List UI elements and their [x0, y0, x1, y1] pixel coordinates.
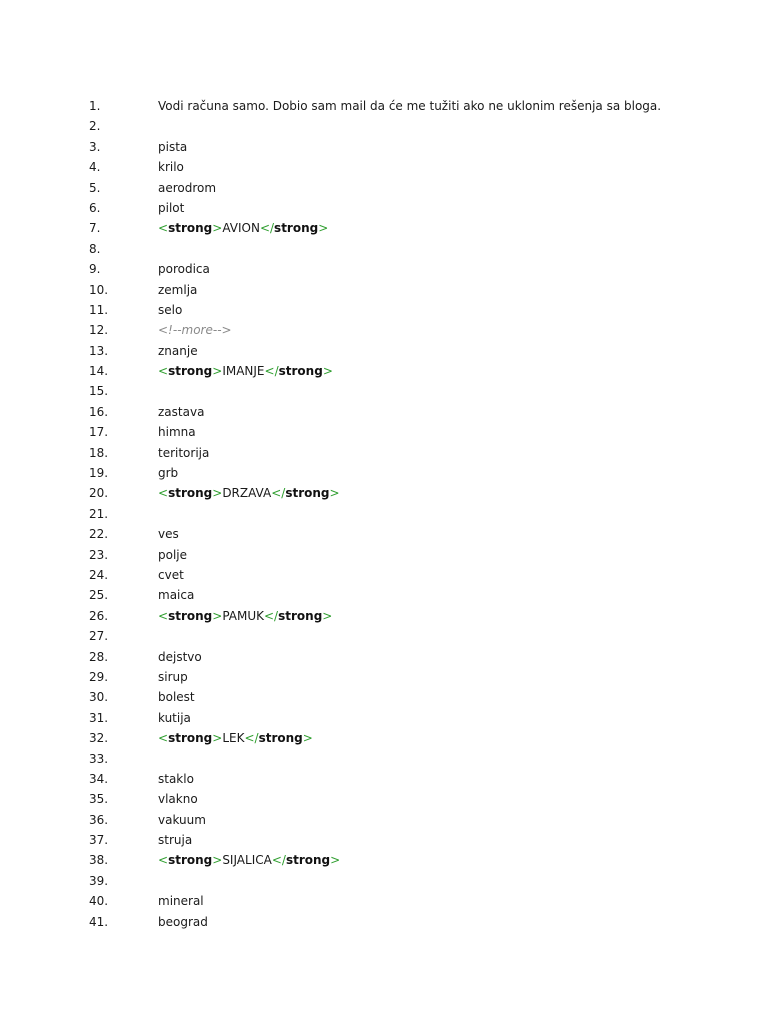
tag-bracket-open: <	[158, 364, 169, 379]
line-text: ves	[158, 527, 179, 542]
strong-word: DRZAVA	[222, 486, 272, 501]
line-number: 12.	[89, 323, 109, 338]
line-text: pista	[158, 139, 188, 154]
code-line	[0, 749, 768, 769]
code-line	[0, 667, 768, 687]
line-number: 31.	[89, 710, 109, 725]
line-text: beograd	[158, 914, 208, 929]
line-text: sirup	[158, 669, 188, 684]
tag-bracket-open: </	[264, 608, 279, 623]
line-text: aerodrom	[158, 180, 217, 195]
line-number: 6.	[89, 200, 101, 215]
tag-bracket-open: <	[158, 731, 169, 746]
line-number: 3.	[89, 139, 101, 154]
line-number: 14.	[89, 364, 109, 379]
line-text: selo	[158, 302, 183, 317]
code-line	[0, 443, 768, 463]
line-number: 10.	[89, 282, 109, 297]
strong-word: PAMUK	[222, 608, 264, 623]
line-text: zastava	[158, 404, 205, 419]
line-number: 19.	[89, 466, 109, 481]
line-number: 22.	[89, 527, 109, 542]
tag-bracket-close: >	[212, 221, 223, 236]
line-number: 40.	[89, 894, 109, 909]
line-number: 18.	[89, 445, 109, 460]
line-number: 29.	[89, 669, 109, 684]
line-number: 37.	[89, 833, 109, 848]
tag-bracket-close: >	[212, 608, 223, 623]
strong-tag-name: strong	[168, 731, 213, 746]
tag-bracket-close: >	[302, 731, 313, 746]
code-line	[0, 565, 768, 585]
code-line	[0, 504, 768, 524]
line-number: 26.	[89, 608, 109, 623]
code-line	[0, 830, 768, 850]
code-line	[0, 912, 768, 932]
code-line	[0, 463, 768, 483]
line-number: 21.	[89, 506, 109, 521]
strong-tag-name: strong	[278, 364, 323, 379]
code-line	[0, 137, 768, 157]
tag-bracket-open: <	[158, 853, 169, 868]
line-number: 25.	[89, 588, 109, 603]
code-line	[0, 708, 768, 728]
line-number: 23.	[89, 547, 109, 562]
code-line	[0, 341, 768, 361]
line-text: maica	[158, 588, 195, 603]
line-number: 5.	[89, 180, 101, 195]
code-listing	[0, 96, 768, 932]
line-number: 41.	[89, 914, 109, 929]
line-text: mineral	[158, 894, 204, 909]
code-line	[0, 300, 768, 320]
tag-bracket-close: >	[212, 731, 223, 746]
strong-tag-name: strong	[168, 608, 213, 623]
code-line	[0, 647, 768, 667]
line-text: krilo	[158, 160, 184, 175]
code-line	[0, 626, 768, 646]
strong-word: IMANJE	[222, 364, 265, 379]
strong-word: AVION	[222, 221, 260, 236]
code-line	[0, 483, 768, 503]
line-text: porodica	[158, 262, 210, 277]
line-content	[158, 606, 332, 626]
code-line	[0, 96, 768, 116]
line-text: zemlja	[158, 282, 198, 297]
line-number: 38.	[89, 853, 109, 868]
tag-bracket-open: <	[158, 486, 169, 501]
tag-bracket-close: >	[330, 853, 341, 868]
tag-bracket-open: </	[264, 364, 279, 379]
line-number: 30.	[89, 690, 109, 705]
code-line	[0, 585, 768, 605]
tag-bracket-open: <	[158, 221, 169, 236]
line-text: teritorija	[158, 445, 210, 460]
line-text: cvet	[158, 567, 184, 582]
strong-tag-name: strong	[168, 853, 213, 868]
code-line	[0, 545, 768, 565]
tag-bracket-close: >	[322, 608, 333, 623]
line-number: 32.	[89, 731, 109, 746]
strong-tag-name: strong	[168, 364, 213, 379]
line-text: staklo	[158, 771, 194, 786]
strong-word: LEK	[222, 731, 245, 746]
tag-bracket-open: </	[259, 221, 275, 236]
code-line	[0, 198, 768, 218]
code-line	[0, 402, 768, 422]
code-line	[0, 769, 768, 789]
line-text: kutija	[158, 710, 191, 725]
code-line	[0, 116, 768, 136]
tag-bracket-open: <	[158, 608, 169, 623]
line-number: 20.	[89, 486, 109, 501]
line-content	[158, 483, 340, 503]
line-number: 33.	[89, 751, 109, 766]
code-line	[0, 218, 768, 238]
line-content	[158, 850, 340, 870]
strong-tag-name: strong	[285, 486, 330, 501]
strong-tag-name: strong	[168, 486, 213, 501]
line-text: dejstvo	[158, 649, 202, 664]
html-comment: <!--more-->	[158, 323, 232, 338]
strong-tag-name: strong	[168, 221, 213, 236]
strong-word: SIJALICA	[222, 853, 272, 868]
tag-bracket-open: </	[244, 731, 259, 746]
code-line	[0, 524, 768, 544]
line-number: 39.	[89, 873, 109, 888]
line-text: polje	[158, 547, 188, 562]
code-line	[0, 810, 768, 830]
code-line	[0, 178, 768, 198]
code-line	[0, 728, 768, 748]
line-number: 9.	[89, 262, 101, 277]
line-content	[158, 728, 313, 748]
line-number: 24.	[89, 567, 109, 582]
code-line	[0, 361, 768, 381]
code-line	[0, 280, 768, 300]
code-line	[0, 320, 768, 340]
line-number: 8.	[89, 241, 101, 256]
tag-bracket-close: >	[318, 221, 329, 236]
tag-bracket-open: </	[271, 853, 286, 868]
code-line	[0, 157, 768, 177]
code-line	[0, 422, 768, 442]
line-text: grb	[158, 466, 179, 481]
line-number: 27.	[89, 629, 109, 644]
code-line	[0, 871, 768, 891]
code-line	[0, 239, 768, 259]
line-content	[158, 361, 333, 381]
code-line	[0, 891, 768, 911]
line-number: 36.	[89, 812, 109, 827]
line-number: 1.	[89, 99, 101, 113]
line-number: 17.	[89, 425, 109, 440]
code-line	[0, 381, 768, 401]
tag-bracket-open: </	[271, 486, 286, 501]
tag-bracket-close: >	[212, 364, 223, 379]
code-line	[0, 687, 768, 707]
line-number: 13.	[89, 343, 109, 358]
line-text: himna	[158, 425, 196, 440]
tag-bracket-close: >	[329, 486, 340, 501]
line-text: znanje	[158, 343, 198, 358]
line-text: bolest	[158, 690, 195, 705]
line-number: 34.	[89, 771, 109, 786]
strong-tag-name: strong	[278, 608, 323, 623]
line-number: 28.	[89, 649, 109, 664]
line-number: 35.	[89, 792, 109, 807]
line-number: 2.	[89, 119, 101, 134]
tag-bracket-close: >	[322, 364, 333, 379]
line-number: 7.	[89, 221, 101, 236]
line-number: 4.	[89, 160, 101, 175]
line-text: pilot	[158, 200, 185, 215]
code-line	[0, 789, 768, 809]
line-text: struja	[158, 833, 193, 848]
code-line	[0, 850, 768, 870]
strong-tag-name: strong	[274, 221, 319, 236]
line-content	[158, 218, 328, 238]
strong-tag-name: strong	[285, 853, 331, 868]
strong-tag-name: strong	[258, 731, 303, 746]
line-number: 11.	[89, 302, 109, 317]
tag-bracket-close: >	[212, 853, 223, 868]
line-text: Vodi računa samo. Dobio sam mail da će me tužiti ako ne uklonim rešenja sa bloga.	[158, 99, 662, 113]
line-number: 15.	[89, 384, 109, 399]
tag-bracket-close: >	[212, 486, 223, 501]
line-text: vakuum	[158, 812, 206, 827]
line-number: 16.	[89, 404, 109, 419]
line-text: vlakno	[158, 792, 198, 807]
code-line	[0, 606, 768, 626]
code-line	[0, 259, 768, 279]
